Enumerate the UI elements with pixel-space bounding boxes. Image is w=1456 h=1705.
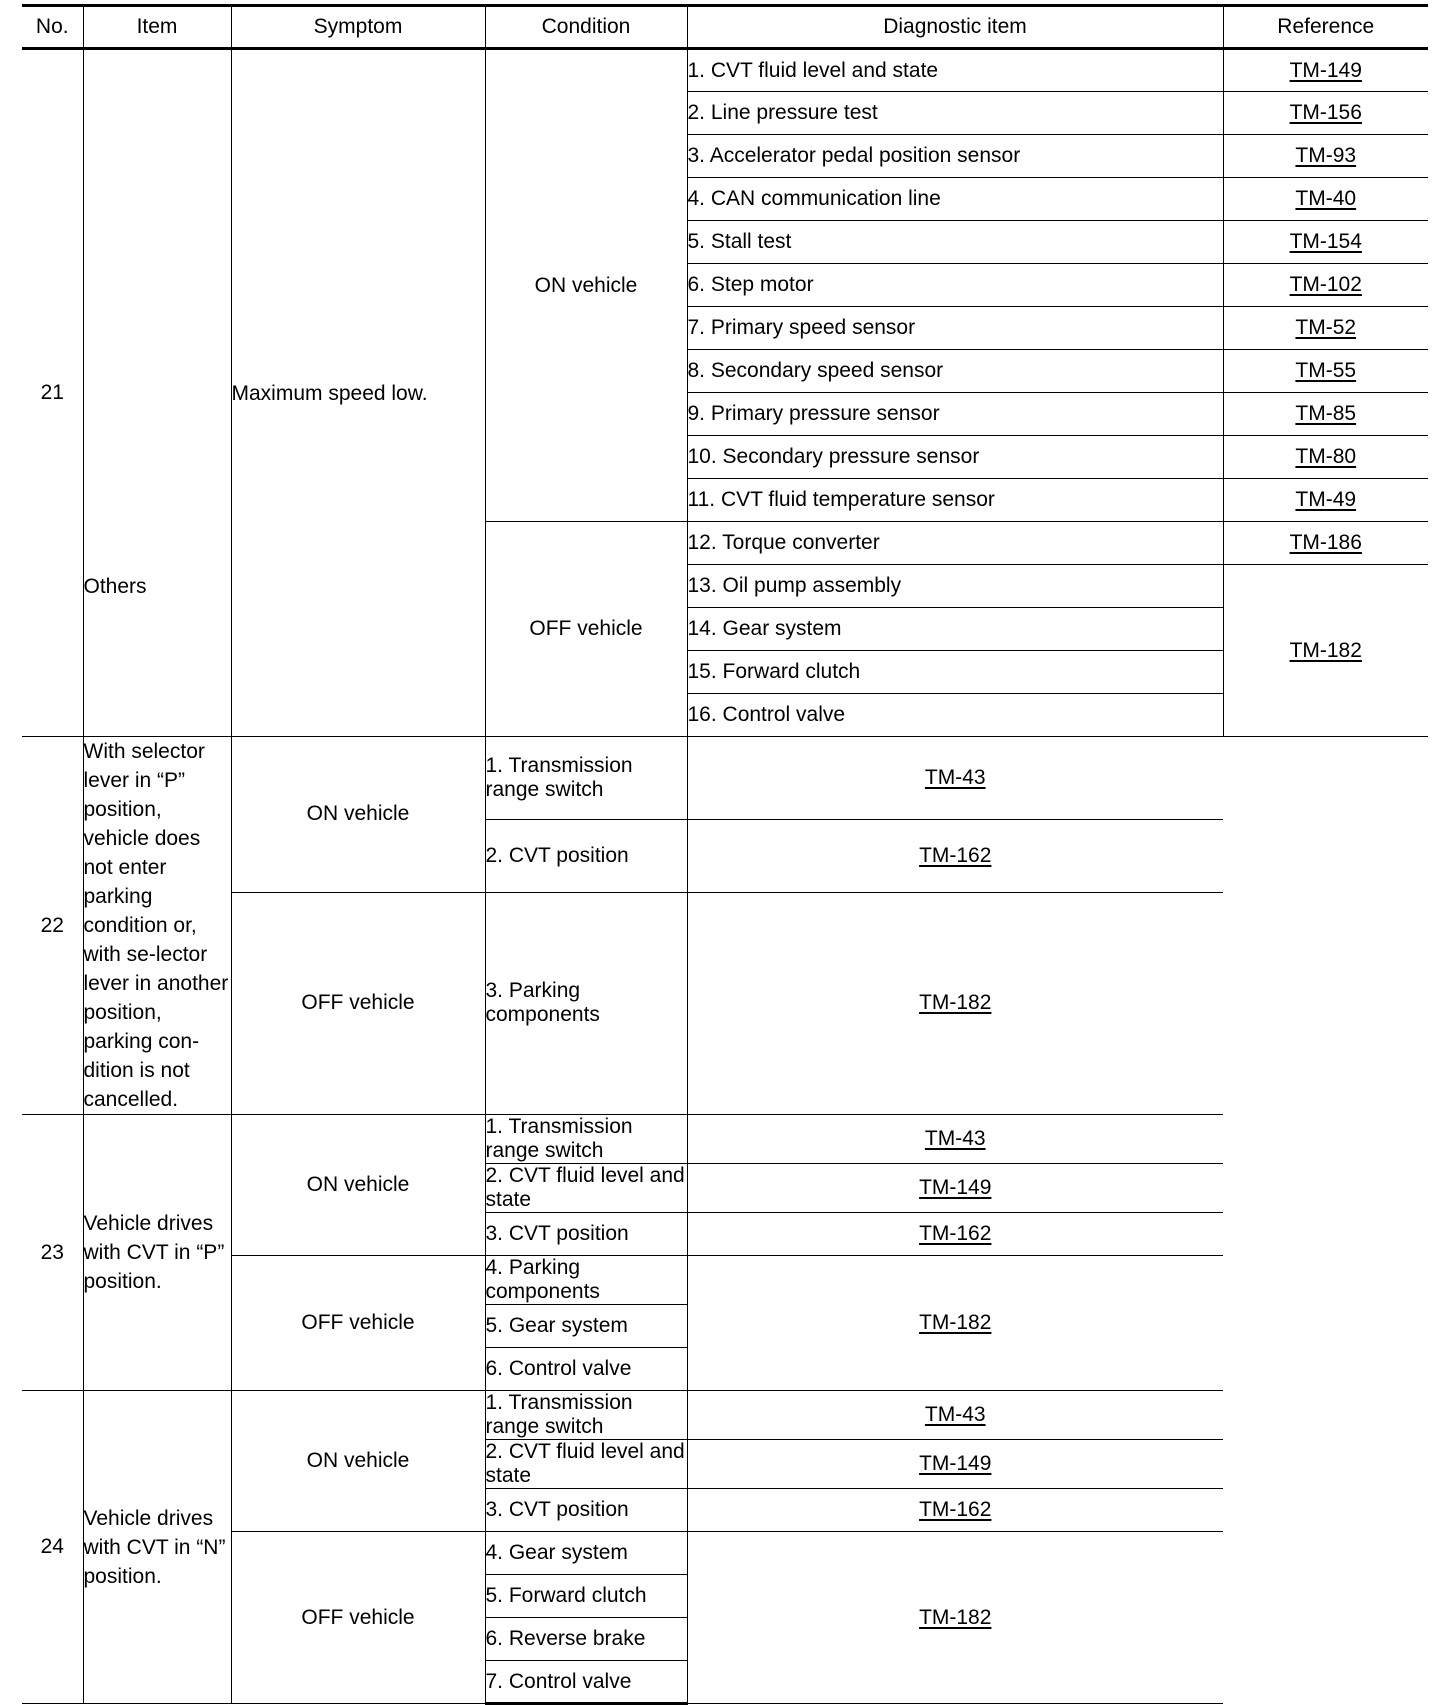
reference-link[interactable]: TM-156 [1289,101,1362,124]
diagnostic-item: 4. CAN communication line [687,178,1223,221]
diagnostic-item: 14. Gear system [687,608,1223,651]
reference-link[interactable]: TM-102 [1289,273,1362,296]
diagnostic-item: 6. Step motor [687,264,1223,307]
diagnostic-item: 3. Parking components [485,892,687,1114]
reference-cell [1223,350,1428,393]
reference-cell [1223,49,1428,92]
reference-cell [1223,221,1428,264]
reference-link[interactable]: TM-154 [1289,230,1362,253]
reference-link[interactable]: TM-55 [1295,359,1357,382]
diagnostic-item: 6. Control valve [485,1348,687,1391]
reference-link[interactable]: TM-149 [1289,58,1362,82]
reference-cell [1223,178,1428,221]
reference-cell [687,1489,1223,1532]
header-row [22,6,1428,49]
symptom-cell: Vehicle drives with CVT in “N” position. [83,1391,231,1704]
reference-cell [687,820,1223,893]
condition-on-vehicle: ON vehicle [231,1391,485,1532]
diagnosis-table [22,4,1428,1705]
symptom-cell: Maximum speed low. [231,49,485,737]
reference-cell [1223,264,1428,307]
diagnostic-item: 6. Reverse brake [485,1618,687,1661]
reference-link[interactable]: TM-149 [919,1176,992,1199]
reference-link[interactable]: TM-93 [1295,144,1357,167]
diagnostic-item: 2. CVT position [485,820,687,893]
reference-link[interactable]: TM-162 [919,1498,992,1521]
diagnostic-item: 5. Forward clutch [485,1575,687,1618]
reference-cell [1223,393,1428,436]
row-number: 23 [22,1115,83,1391]
reference-cell [687,1440,1223,1489]
row-number: 24 [22,1391,83,1704]
condition-off-vehicle: OFF vehicle [231,1256,485,1391]
diagnostic-item: 4. Gear system [485,1532,687,1575]
reference-link[interactable]: TM-85 [1295,402,1357,425]
reference-link[interactable]: TM-186 [1289,531,1362,554]
reference-cell [687,1213,1223,1256]
table-row [22,892,1428,1114]
diagnostic-item: 3. CVT position [485,1213,687,1256]
reference-cell [687,737,1223,820]
reference-link[interactable]: TM-149 [919,1452,992,1475]
reference-cell [687,1164,1223,1213]
reference-cell [687,892,1223,1114]
item-cell [83,49,231,737]
reference-link[interactable]: TM-162 [919,1222,992,1245]
table-row [22,49,1428,92]
diagnostic-item: 1. Transmission range switch [485,1115,687,1164]
diagnostic-item: 12. Torque converter [687,522,1223,565]
condition-off-vehicle: OFF vehicle [485,522,687,737]
symptom-cell: With selector lever in “P” position, vehicle does not enter parking condition or, with se-lector lever in another position, parking con-dition is not cancelled. [83,737,231,1115]
table-row [22,1115,1428,1164]
reference-link[interactable]: TM-52 [1295,316,1357,339]
diagnostic-item: 8. Secondary speed sensor [687,350,1223,393]
reference-link[interactable]: TM-162 [919,843,992,867]
condition-off-vehicle: OFF vehicle [231,892,485,1114]
header-item: Item [83,6,231,49]
diagnostic-item: 2. CVT fluid level and state [485,1440,687,1489]
reference-cell [1223,565,1428,737]
header-condition: Condition [485,6,687,49]
reference-cell [687,1115,1223,1164]
reference-cell [1223,436,1428,479]
reference-link[interactable]: TM-80 [1295,445,1357,468]
reference-link[interactable]: TM-182 [1289,638,1362,662]
reference-link[interactable]: TM-43 [924,766,986,790]
diagnostic-item: 7. Control valve [485,1661,687,1704]
diagnostic-item: 1. Transmission range switch [485,737,687,820]
reference-link[interactable]: TM-182 [919,1311,992,1334]
diagnostic-item: 9. Primary pressure sensor [687,393,1223,436]
reference-link[interactable]: TM-40 [1295,187,1357,210]
diagnostic-item: 4. Parking components [485,1256,687,1305]
diagnostic-item: 15. Forward clutch [687,651,1223,694]
diagnostic-item: 1. Transmission range switch [485,1391,687,1440]
diagnostic-item: 1. CVT fluid level and state [687,49,1223,92]
reference-cell [1223,307,1428,350]
diagnostic-item: 5. Stall test [687,221,1223,264]
reference-cell [687,1256,1223,1391]
reference-link[interactable]: TM-182 [919,1605,992,1629]
diagnostic-item: 10. Secondary pressure sensor [687,436,1223,479]
reference-link[interactable]: TM-182 [919,991,992,1015]
reference-link[interactable]: TM-49 [1295,488,1357,511]
reference-cell [1223,479,1428,522]
diagnostic-item: 5. Gear system [485,1305,687,1348]
condition-on-vehicle: ON vehicle [485,49,687,522]
diagnostic-item: 7. Primary speed sensor [687,307,1223,350]
reference-cell [1223,92,1428,135]
diagnostic-item: 11. CVT fluid temperature sensor [687,479,1223,522]
table-row [22,737,1428,820]
row-number: 21 [22,49,83,737]
condition-on-vehicle: ON vehicle [231,737,485,893]
condition-off-vehicle: OFF vehicle [231,1532,485,1704]
reference-link[interactable]: TM-43 [924,1403,986,1426]
diagnostic-item: 3. CVT position [485,1489,687,1532]
reference-cell [687,1532,1223,1704]
reference-cell [1223,135,1428,178]
reference-cell [687,1391,1223,1440]
symptom-cell: Vehicle drives with CVT in “P” position. [83,1115,231,1391]
header-symptom: Symptom [231,6,485,49]
diagnostic-item: 13. Oil pump assembly [687,565,1223,608]
row-number: 22 [22,737,83,1115]
reference-cell [1223,522,1428,565]
header-no: No. [22,6,83,49]
header-reference: Reference [1223,6,1428,49]
diagnostic-item: 2. Line pressure test [687,92,1223,135]
table-row [22,1391,1428,1440]
diagnostic-item: 2. CVT fluid level and state [485,1164,687,1213]
item-label: Others [83,575,147,598]
diagnostic-item: 3. Accelerator pedal position sensor [687,135,1223,178]
reference-link[interactable]: TM-43 [924,1127,986,1150]
header-diagnostic-item: Diagnostic item [687,6,1223,49]
diagnostic-item: 16. Control valve [687,694,1223,737]
table-row [22,1532,1428,1575]
condition-on-vehicle: ON vehicle [231,1115,485,1256]
table-row [22,1256,1428,1305]
